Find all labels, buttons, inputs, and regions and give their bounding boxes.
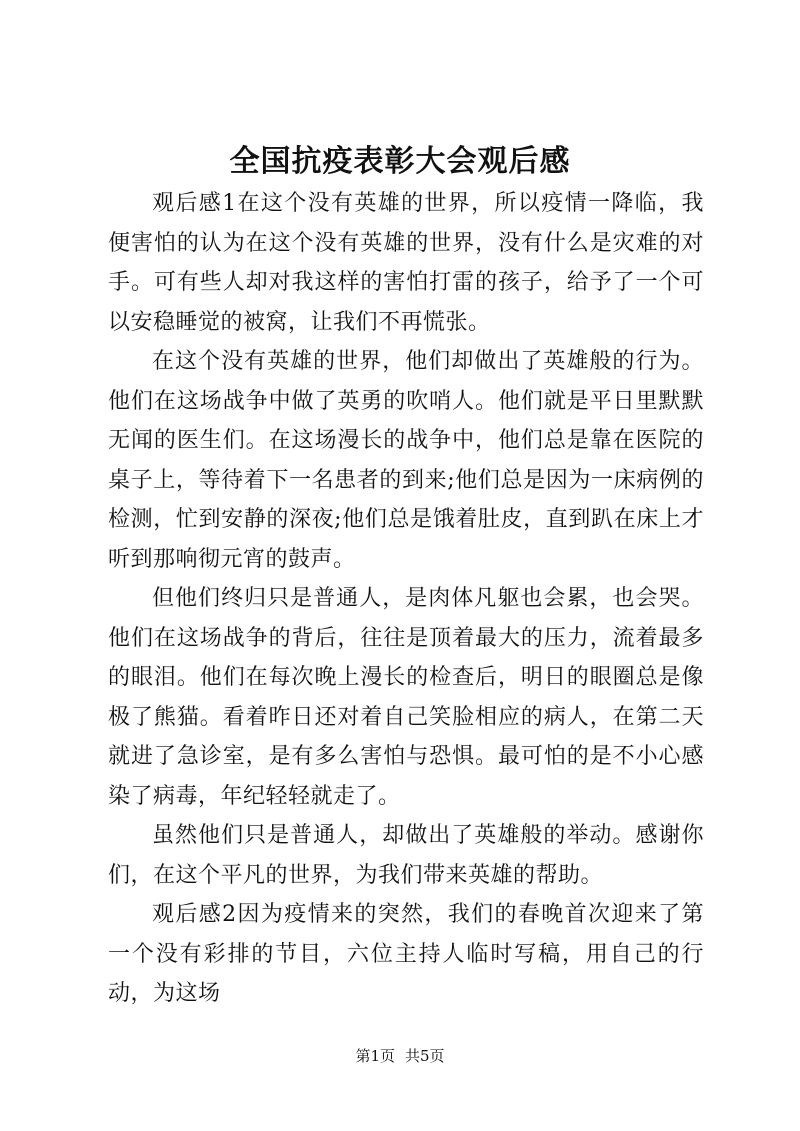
page-footer bbox=[0, 1046, 800, 1066]
paragraph-2: 在这个没有英雄的世界，他们却做出了英雄般的行为。他们在这场战争中做了英勇的吹哨人。他们就是平日里默默无闻的医生们。在这场漫长的战争中，他们总是靠在医院的桌子上，等待着下一名患者的到来;他们总是因为一床病例的检测，忙到安静的深夜;他们总是饿着肚皮，直到趴在床上才听到那响彻元宵的鼓声。 bbox=[108, 349, 704, 572]
paragraph-4: 虽然他们只是普通人，却做出了英雄般的举动。感谢你们，在这个平凡的世界，为我们带来英雄的帮助。 bbox=[108, 823, 704, 888]
page-title: 全国抗疫表彰大会观后感 bbox=[229, 144, 571, 179]
paragraph-1: 观后感1在这个没有英雄的世界，所以疫情一降临，我便害怕的认为在这个没有英雄的世界，没有什么是灾难的对手。可有些人却对我这样的害怕打雷的孩子，给予了一个可以安稳睡觉的被窝，让我们不再慌张。 bbox=[108, 191, 704, 335]
paragraph-3: 但他们终归只是普通人，是肉体凡躯也会累，也会哭。他们在这场战争的背后，往往是顶着最大的压力，流着最多的眼泪。他们在每次晚上漫长的检查后，明日的眼圈总是像极了熊猫。看着昨日还对着自己笑脸相应的病人，在第二天就进了急诊室，是有多么害怕与恐惧。最可怕的是不小心感染了病毒，年纪轻轻就走了。 bbox=[108, 586, 704, 809]
page-total: 共5页 bbox=[405, 1047, 445, 1065]
document-body bbox=[108, 184, 704, 1014]
page-number: 第1页 bbox=[355, 1047, 395, 1065]
paragraph-5: 观后感2因为疫情来的突然，我们的春晚首次迎来了第一个没有彩排的节目，六位主持人临时写稿，用自己的行动，为这场 bbox=[108, 902, 704, 1006]
